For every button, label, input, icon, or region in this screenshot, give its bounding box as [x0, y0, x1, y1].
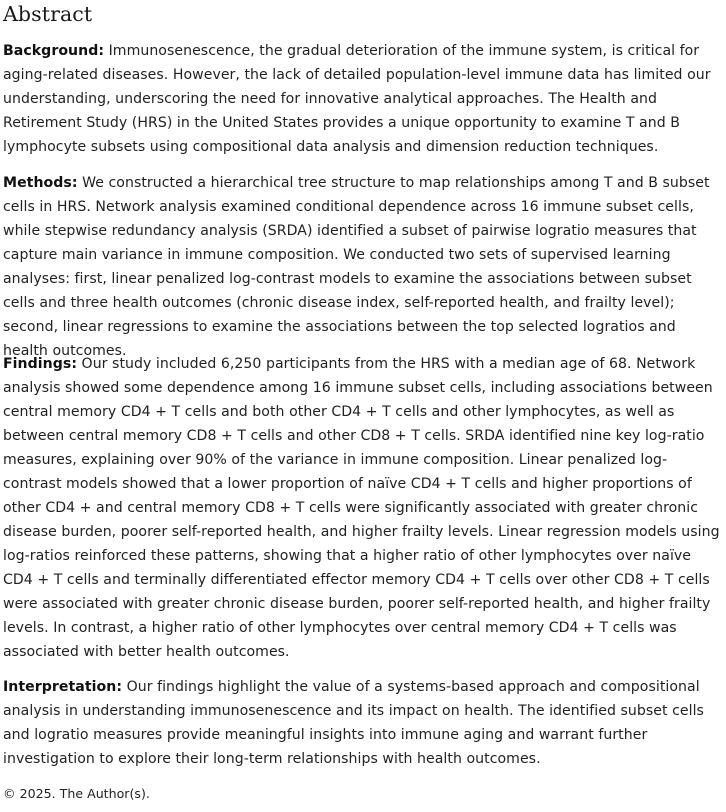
- findings-text: Our study included 6,250 participants from the HRS with a median age of 68. Network analysis showed some dependence among 16 immune subset cells, including associations between central memory CD4 + T cells and both other CD4 + T cells and other lymphocytes, as well as between central memory CD8 + T cells and other CD8 + T cells. SRDA identified nine key log-ratio measures, explaining over 90% of the variance in immune composition. Linear penalized log-contrast models showed that a lower proportion of naïve CD4 + T cells and higher proportions of other CD4 + and central memory CD8 + T cells were significantly associated with greater chronic disease burden, poorer self-reported health, and higher frailty levels. Linear regression models using log-ratios reinforced these patterns, showing that a higher ratio of other lymphocytes over naïve CD4 + T cells and terminally differentiated effector memory CD4 + T cells over other CD8 + T cells were associated with greater chronic disease burden, poorer self-reported health, and higher frailty levels. In contrast, a higher ratio of other lymphocytes over central memory CD4 + T cells was associated with better health outcomes.: [3, 356, 720, 660]
- methods-label: Methods:: [3, 175, 78, 191]
- background-paragraph: [3, 39, 721, 159]
- abstract-title: Abstract: [3, 2, 93, 26]
- methods-text: We constructed a hierarchical tree structure to map relationships among T and B subset cells in HRS. Network analysis examined conditional dependence across 16 immune subset cells, while stepwise redundancy analysis (SRDA) identified a subset of pairwise logratio measures that capture main variance in immune composition. We conducted two sets of supervised learning analyses: first, linear penalized log-contrast models to examine the associations between subset cells and three health outcomes (chronic disease index, self-reported health, and frailty level); second, linear regressions to examine the associations between the top selected logratios and health outcomes.: [3, 175, 710, 359]
- background-label: Background:: [3, 43, 105, 59]
- copyright-notice: © 2025. The Author(s).: [3, 786, 150, 801]
- methods-paragraph: [3, 171, 721, 363]
- interpretation-text: Our findings highlight the value of a systems-based approach and compositional analysis in understanding immunosenescence and its impact on health. The identified subset cells and logratio measures provide meaningful insights into immune aging and warrant further investigation to explore their long-term relationships with health outcomes.: [3, 679, 704, 767]
- interpretation-paragraph: [3, 675, 721, 771]
- interpretation-label: Interpretation:: [3, 679, 123, 695]
- background-text: Immunosenescence, the gradual deterioration of the immune system, is critical for aging-related diseases. However, the lack of detailed population-level immune data has limited our understanding, underscoring the need for innovative analytical approaches. The Health and Retirement Study (HRS) in the United States provides a unique opportunity to examine T and B lymphocyte subsets using compositional data analysis and dimension reduction techniques.: [3, 43, 711, 155]
- findings-label: Findings:: [3, 356, 78, 372]
- findings-paragraph: [3, 352, 721, 664]
